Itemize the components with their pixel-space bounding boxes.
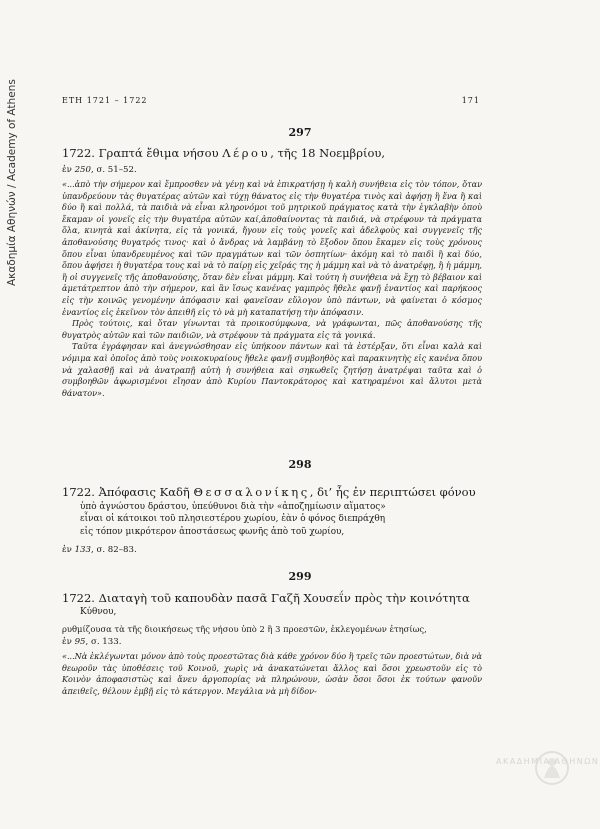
paragraph: Ταῦτα ἐγράφησαν καὶ ἀνεγνώσθησαν εἰς ὑπήκοον πάντων καὶ τὰ ἐστέρξαν, ὅτι εἶναι καλὰ καὶ νόμιμα καὶ ὁποῖος ἀπὸ τοὺς νοικοκυραίους ἤθελε φανῇ συμβοηθὸς καὶ παρακινητὴς εἰς κανένα ὅπου νὰ χαλασθῇ καὶ νὰ ἀνατραπῇ αὐτὴ ἡ συνήθεια καὶ σηκωθεῖς ζητήσῃ ἀνατρέψαι ταῦτα καὶ ὁ συμβοηθῶν ἀφωρισμένοι εἴησαν ἀπὸ Κυρίου Παντοκράτορος καὶ κατηραμένοι καὶ ἄλυτοι μετὰ θάνατον». bbox=[62, 341, 482, 398]
archive-watermark: Ακαδημία Αθηνών / Academy of Athens bbox=[6, 79, 18, 286]
academy-logo-icon bbox=[490, 748, 590, 788]
entry-summary-298 bbox=[80, 501, 480, 538]
entry-number-299: 299 bbox=[288, 570, 312, 583]
ref-prefix: ἐν bbox=[62, 637, 75, 647]
page-number: 171 bbox=[461, 96, 480, 105]
ref-prefix: ἐν bbox=[62, 165, 75, 175]
entry-text-297 bbox=[62, 179, 482, 399]
heading-line: Κύθνου, bbox=[80, 607, 117, 617]
heading-place: Θεσσαλονίκης bbox=[193, 485, 310, 499]
entry-heading-continuation-299 bbox=[80, 606, 480, 618]
entry-heading-298 bbox=[62, 485, 482, 500]
entry-number-298: 298 bbox=[288, 458, 312, 471]
academy-logo-text: ΑΚΑΔΗΜΙΑ ΑΘΗΝΩΝ bbox=[496, 757, 600, 766]
ref-pages: , σ. 82–83. bbox=[90, 545, 137, 555]
heading-text: 1722. Διαταγὴ τοῦ καπουδὰν πασᾶ Γαζῆ Χουσεΐν πρὸς τὴν κοινότητα bbox=[62, 591, 470, 605]
ref-number: 95 bbox=[74, 637, 86, 647]
heading-text: 1722. Γραπτά ἔθιμα νήσου bbox=[62, 146, 223, 160]
ref-number: 250 bbox=[74, 165, 91, 175]
running-head-title: ΕΤΗ 1721 – 1722 bbox=[62, 96, 148, 105]
entry-reference-299 bbox=[62, 637, 121, 647]
heading-text-tail: , τῆς 18 Νοεμβρίου, bbox=[270, 146, 386, 160]
entry-text-299 bbox=[62, 651, 482, 697]
paragraph: «...Νὰ ἐκλέγωνται μόνον ἀπὸ τοὺς προεστῶτας διὰ κάθε χρόνον δύο ἢ τρεῖς τῶν προεστώτων, διὰ νὰ θεωροῦν τὰς ὑποθέσεις τοῦ Κοινοῦ, χωρὶς νὰ ἀνακατώνεται ἄλλος καὶ ὅσοι χρεωστοῦν εἰς τὸ Κοινὸν ἀποφασιστὼς καὶ ἄνευ ἀργοπορίας νὰ πληρώνουν, ὡσὰν ὅσοι ὅσοι ἐκ τούτων φανοῦν ἀπειθεῖς, θέλουν ἐμβῇ εἰς τὸ κάτεργον. Μεγάλια νὰ μὴ δίδον- bbox=[62, 651, 483, 696]
ref-pages: , σ. 133. bbox=[85, 637, 122, 647]
summary-line: ὑπὸ ἀγνώστου δράστου, ὑπεύθυνοι διὰ τὴν «ἀποζημίωσιν αἵματος» bbox=[80, 502, 386, 512]
ref-number: 133 bbox=[74, 545, 91, 555]
entry-reference-297 bbox=[62, 165, 137, 175]
entry-summary-299: ρυθμίζουσα τὰ τῆς διοικήσεως τῆς νήσου ὑπὸ 2 ἢ 3 προεστῶν, ἐκλεγομένων ἐτησίως, bbox=[62, 624, 427, 634]
paragraph: Πρὸς τούτοις, καὶ ὅταν γίνωνται τὰ προικοσύμφωνα, νὰ γράφωνται, πῶς ἀποθανούσης τῆς θυγατρὸς αὐτῶν καὶ τῶν παιδιῶν, νὰ στρέφουν τὰ πράγματα εἰς τὰ γονικά. bbox=[62, 318, 482, 340]
ref-prefix: ἐν bbox=[62, 545, 75, 555]
ref-pages: , σ. 51–52. bbox=[90, 165, 137, 175]
paragraph: «...ἀπὸ τὴν σήμερον καὶ ἔμπροσθεν νὰ γένῃ καὶ νὰ ἐπικρατήσῃ ἡ καλὴ συνήθεια εἰς τὸν τόπον, ὅταν ὑπανδρεύουν τὰς θυγατέρας αὐτῶν καὶ τύχῃ θάνατος εἰς τὴν θυγατέρα τινὸς καὶ ἀφήσῃ ἢ ἕνα ἢ καὶ δύο ἢ καὶ πολλά, τὰ παιδιὰ νὰ εἶναι κληρονόμοι τοῦ μητρικοῦ πράγματος κατὰ τὴν ἐγκλαβὴν ὁποὺ ἔκαμαν οἱ γονεῖς εἰς τὴν θυγατέρα αὐτῶν καί,ἀποθαίνοντας τὰ παιδιά, νὰ στρέφουν τὰ πράγματα ὅλα, κινητὰ καὶ ἀκίνητα, εἰς τὰ γονικά, ἤγουν εἰς τοὺς γονεῖς καὶ ἀδελφοὺς καὶ συγγενεῖς τῆς ἀποθανούσης θυγατρός τινος· καὶ ὁ ἄνδρας νὰ λαμβάνῃ τὸ ἔξοδον ὅπου ἔκαμεν εἰς τοὺς χρόνους ὅπου εἶναι ὑπανδρευμένος καὶ τῶν πραγμάτων καὶ τῶν ὁσπητίων· ἀκόμη καὶ τὸ παιδὶ ἢ καὶ δύο, ὅπου ἀφήσει ἡ θυγατέρα τους καὶ νὰ τὸ παίρῃ εἰς χεῖράς της ἡ μάμμη καὶ νὰ τὸ ἀνατρέφῃ, ἢ ἡ μάμμη, ἢ οἱ συγγενεῖς τῆς ἀποθανούσης, ὅταν δὲν εἶναι μάμμη. Καὶ τούτη ἡ συνήθεια νὰ ἔχῃ τὸ βέβαιον καὶ ἀμετάτρεπτον ἀπὸ τὴν σήμερον, καὶ ἂν ἴσως κανένας γαμπρὸς ἤθελε φανῇ ἐναντίος καὶ παρήκοος εἰς τὴν κοινῶς γενομένην ἀπόφασιν καὶ φανεῖσαν εὔλογον ὑπὸ πάντων, νὰ φαίνεται ὁ κόσμος ἐναντίος εἰς ἐκεῖνον τὸν ἀπειθῆ εἰς τὸ νὰ μὴ καταπατήσῃ τὴν ἀπόφασιν. bbox=[62, 179, 482, 317]
summary-line: εἶναι οἱ κάτοικοι τοῦ πλησιεστέρου χωρίου, ἐὰν ὁ φόνος διεπράχθη bbox=[80, 514, 386, 525]
heading-text-tail: , δι’ ἧς ἐν περιπτώσει φόνου bbox=[309, 485, 476, 499]
entry-heading-297 bbox=[62, 146, 482, 161]
entry-number-297: 297 bbox=[288, 126, 312, 139]
summary-line: εἰς τόπον μικρότερον ἀποστάσεως φωνῆς ἀπὸ τοῦ χωρίου, bbox=[80, 526, 345, 537]
entry-heading-299 bbox=[62, 591, 482, 606]
entry-reference-298 bbox=[62, 545, 137, 555]
heading-place: Λέρου bbox=[222, 146, 271, 160]
heading-text: 1722. Ἀπόφασις Καδῆ bbox=[62, 485, 194, 499]
